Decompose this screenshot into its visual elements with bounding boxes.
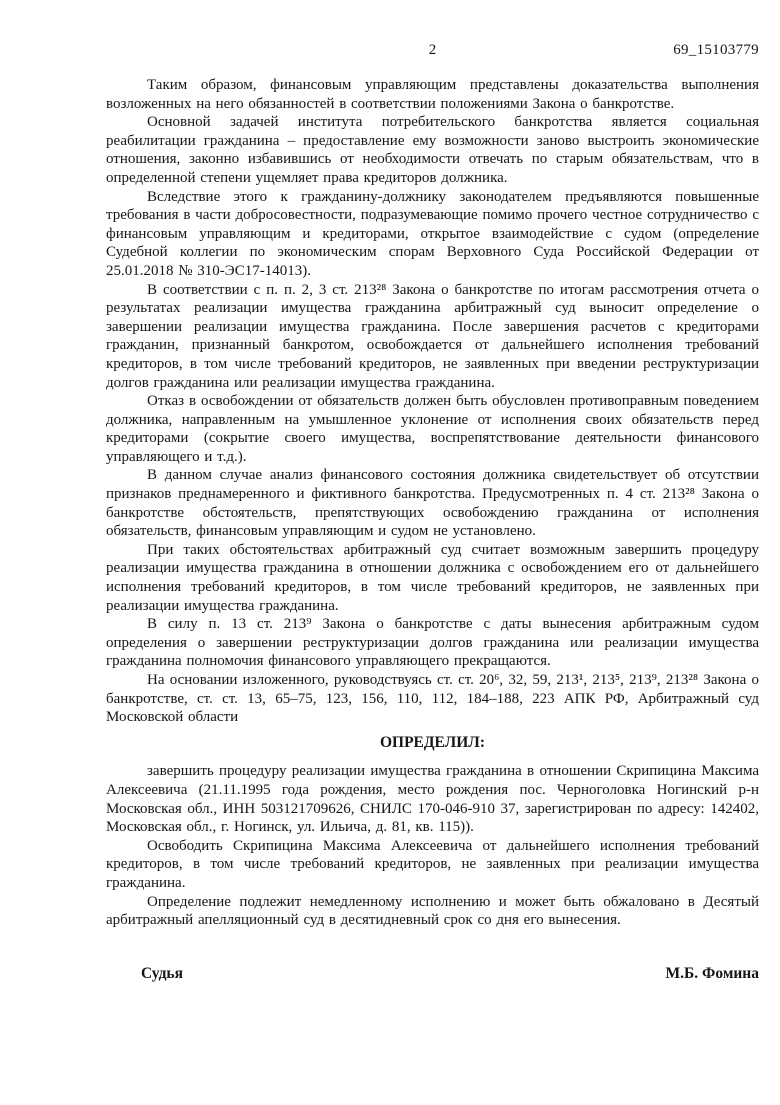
paragraph: На основании изложенного, руководствуясь ст. ст. 20⁶, 32, 59, 213¹, 213⁵, 213⁹, 213²⁸ Закона о банкротстве, ст. ст. 13, 65–75, 123, 156, 110, 112, 184–188, 223 АПК РФ, Арбитражный суд Московской области bbox=[106, 672, 759, 726]
page-number: 2 bbox=[428, 42, 437, 58]
signature-name: М.Б. Фомина bbox=[665, 964, 759, 982]
paragraph: При таких обстоятельствах арбитражный суд считает возможным завершить процедуру реализации имущества гражданина в отношении должника с освобождением его от дальнейшего исполнения требований кредиторов, в том числе требований кредиторов, не заявленных при реализации имущества гражданина. bbox=[106, 541, 759, 614]
paragraph: Таким образом, финансовым управляющим представлены доказательства выполнения возложенных на него обязанностей в соответствии положениями Закона о банкротстве. bbox=[106, 77, 759, 112]
paragraph: В данном случае анализ финансового состояния должника свидетельствует об отсутствии признаков преднамеренного и фиктивного банкротства. Предусмотренных п. 4 ст. 213²⁸ Закона о банкротстве обстоятельств, препятствующих освобождению гражданина от исполнения обязательств, финансовым управляющим и судом не установлено. bbox=[106, 467, 759, 540]
ruling-paragraph: Освободить Скрипицина Максима Алексеевича от дальнейшего исполнения требований кредиторов, в том числе требований кредиторов, не заявленных при реализации имущества гражданина. bbox=[106, 837, 759, 891]
document-body bbox=[106, 76, 759, 983]
paragraph: В соответствии с п. п. 2, 3 ст. 213²⁸ Закона о банкротстве по итогам рассмотрения отчета о результатах реализации имущества гражданина арбитражный суд выносит определение о завершении реализации имущества гражданина. После завершения расчетов с кредиторами гражданин, признанный банкротом, освобождается от дальнейшего исполнения требований кредиторов, в том числе требований кредиторов, не заявленных при введении реструктуризации долгов гражданина или реализации имущества гражданина. bbox=[106, 281, 759, 391]
ruling-heading: ОПРЕДЕЛИЛ: bbox=[379, 733, 486, 751]
page-header bbox=[106, 41, 759, 60]
signature-role: Судья bbox=[141, 964, 184, 982]
ruling-paragraph: Определение подлежит немедленному исполнению и может быть обжаловано в Десятый арбитражный апелляционный суд в десятидневный срок со дня его вынесения. bbox=[106, 893, 759, 929]
signature-block bbox=[106, 964, 759, 983]
paragraph: В силу п. 13 ст. 213⁹ Закона о банкротстве с даты вынесения арбитражным судом определения о завершении реструктуризации долгов гражданина или реализации имущества гражданина полномочия финансового управляющего прекращаются. bbox=[106, 616, 759, 670]
paragraph: Отказ в освобождении от обязательств должен быть обусловлен противоправным поведением должника, направленным на умышленное уклонение от исполнения своих обязательств перед кредиторами (сокрытие своего имущества, воспрепятствование деятельности финансового управляющего и т.д.). bbox=[106, 393, 759, 465]
document-number: 69_15103779 bbox=[673, 42, 759, 58]
paragraph: Вследствие этого к гражданину-должнику законодателем предъявляются повышенные требования в части добросовестности, подразумевающие помимо прочего честное сотрудничество с финансовым управляющим и кредиторами, открытое взаимодействие с судом (определение Судебной коллегии по экономическим спорам Верховного Суда Российской Федерации от 25.01.2018 № 310-ЭС17-14013). bbox=[106, 188, 759, 279]
paragraph: Основной задачей института потребительского банкротства является социальная реабилитации гражданина – предоставление ему возможности заново выстроить экономические отношения, законно избавившись от необходимости отвечать по старым обязательствам, что в определенной степени ущемляет права кредиторов должника. bbox=[106, 114, 759, 186]
ruling-paragraph: завершить процедуру реализации имущества гражданина в отношении Скрипицина Максима Алексеевича (21.11.1995 года рождения, место рождения пос. Черноголовка Ногинский р-н Московская обл., ИНН 503121709626, СНИЛС 170-046-910 37, зарегистрирован по адресу: 142402, Московская обл., г. Ногинск, ул. Ильича, д. 81, кв. 115)). bbox=[106, 763, 759, 836]
